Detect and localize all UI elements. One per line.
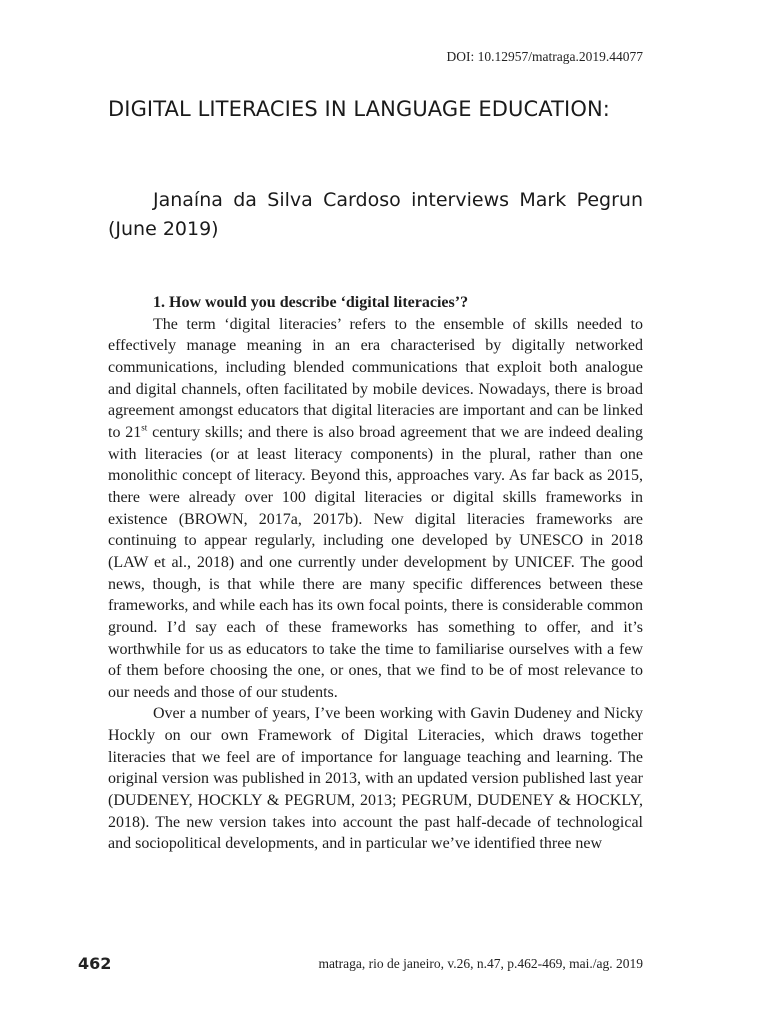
- question-heading: 1. How would you describe ‘digital literacies’?: [153, 294, 469, 311]
- paragraph-1-text-a: The term ‘digital literacies’ refers to the ensemble of skills needed to effectively manage meaning in an era characterised by digitally networked communications, including blended communications that exploit both analogue and digital channels, often facilitated by mobile devices. Nowadays, there is broad agreement amongst educators that digital literacies are important and can be linked to 21: [108, 315, 643, 441]
- page-number: 462: [78, 954, 112, 973]
- doi-line: DOI: 10.12957/matraga.2019.44077: [446, 49, 643, 64]
- article-title: DIGITAL LITERACIES IN LANGUAGE EDUCATION:: [108, 97, 610, 121]
- article-body: [108, 292, 643, 855]
- journal-reference: matraga, rio de janeiro, v.26, n.47, p.462-469, mai./ag. 2019: [318, 956, 643, 971]
- paragraph-1-text-b: century skills; and there is also broad agreement that we are indeed dealing with literacies (or at least literacy components) in the plural, rather than one monolithic concept of literacy. Beyond this, approaches vary. As far back as 2015, there were already over 100 digital literacies or digital skills frameworks in existence (BROWN, 2017a, 2017b). New digital literacies frameworks are continuing to appear regularly, including one developed by UNESCO in 2018 (LAW et al., 2018) and one currently under development by UNICEF. The good news, though, is that while there are many specific differences between these frameworks, and while each has its own focal points, there is considerable common ground. I’d say each of these frameworks has something to offer, and it’s worthwhile for us as educators to take the time to familiarise ourselves with a few of them before choosing the one, or ones, that we find to be of most relevance to our needs and those of our students.: [108, 423, 643, 701]
- ordinal-superscript: st: [141, 422, 148, 433]
- author-line: Janaína da Silva Cardoso interviews Mark Pegrun (June 2019): [108, 189, 643, 240]
- paragraph-2: Over a number of years, I’ve been working with Gavin Dudeney and Nicky Hockly on our own Framework of Digital Literacies, which draws together literacies that we feel are of importance for language teaching and learning. The original version was published in 2013, with an updated version published last year (DUDENEY, HOCKLY & PEGRUM, 2013; PEGRUM, DUDENEY & HOCKLY, 2018). The new version takes into account the past half-decade of technological and sociopolitical developments, and in particular we’ve identified three new: [108, 705, 643, 853]
- paragraph-1: [108, 314, 643, 704]
